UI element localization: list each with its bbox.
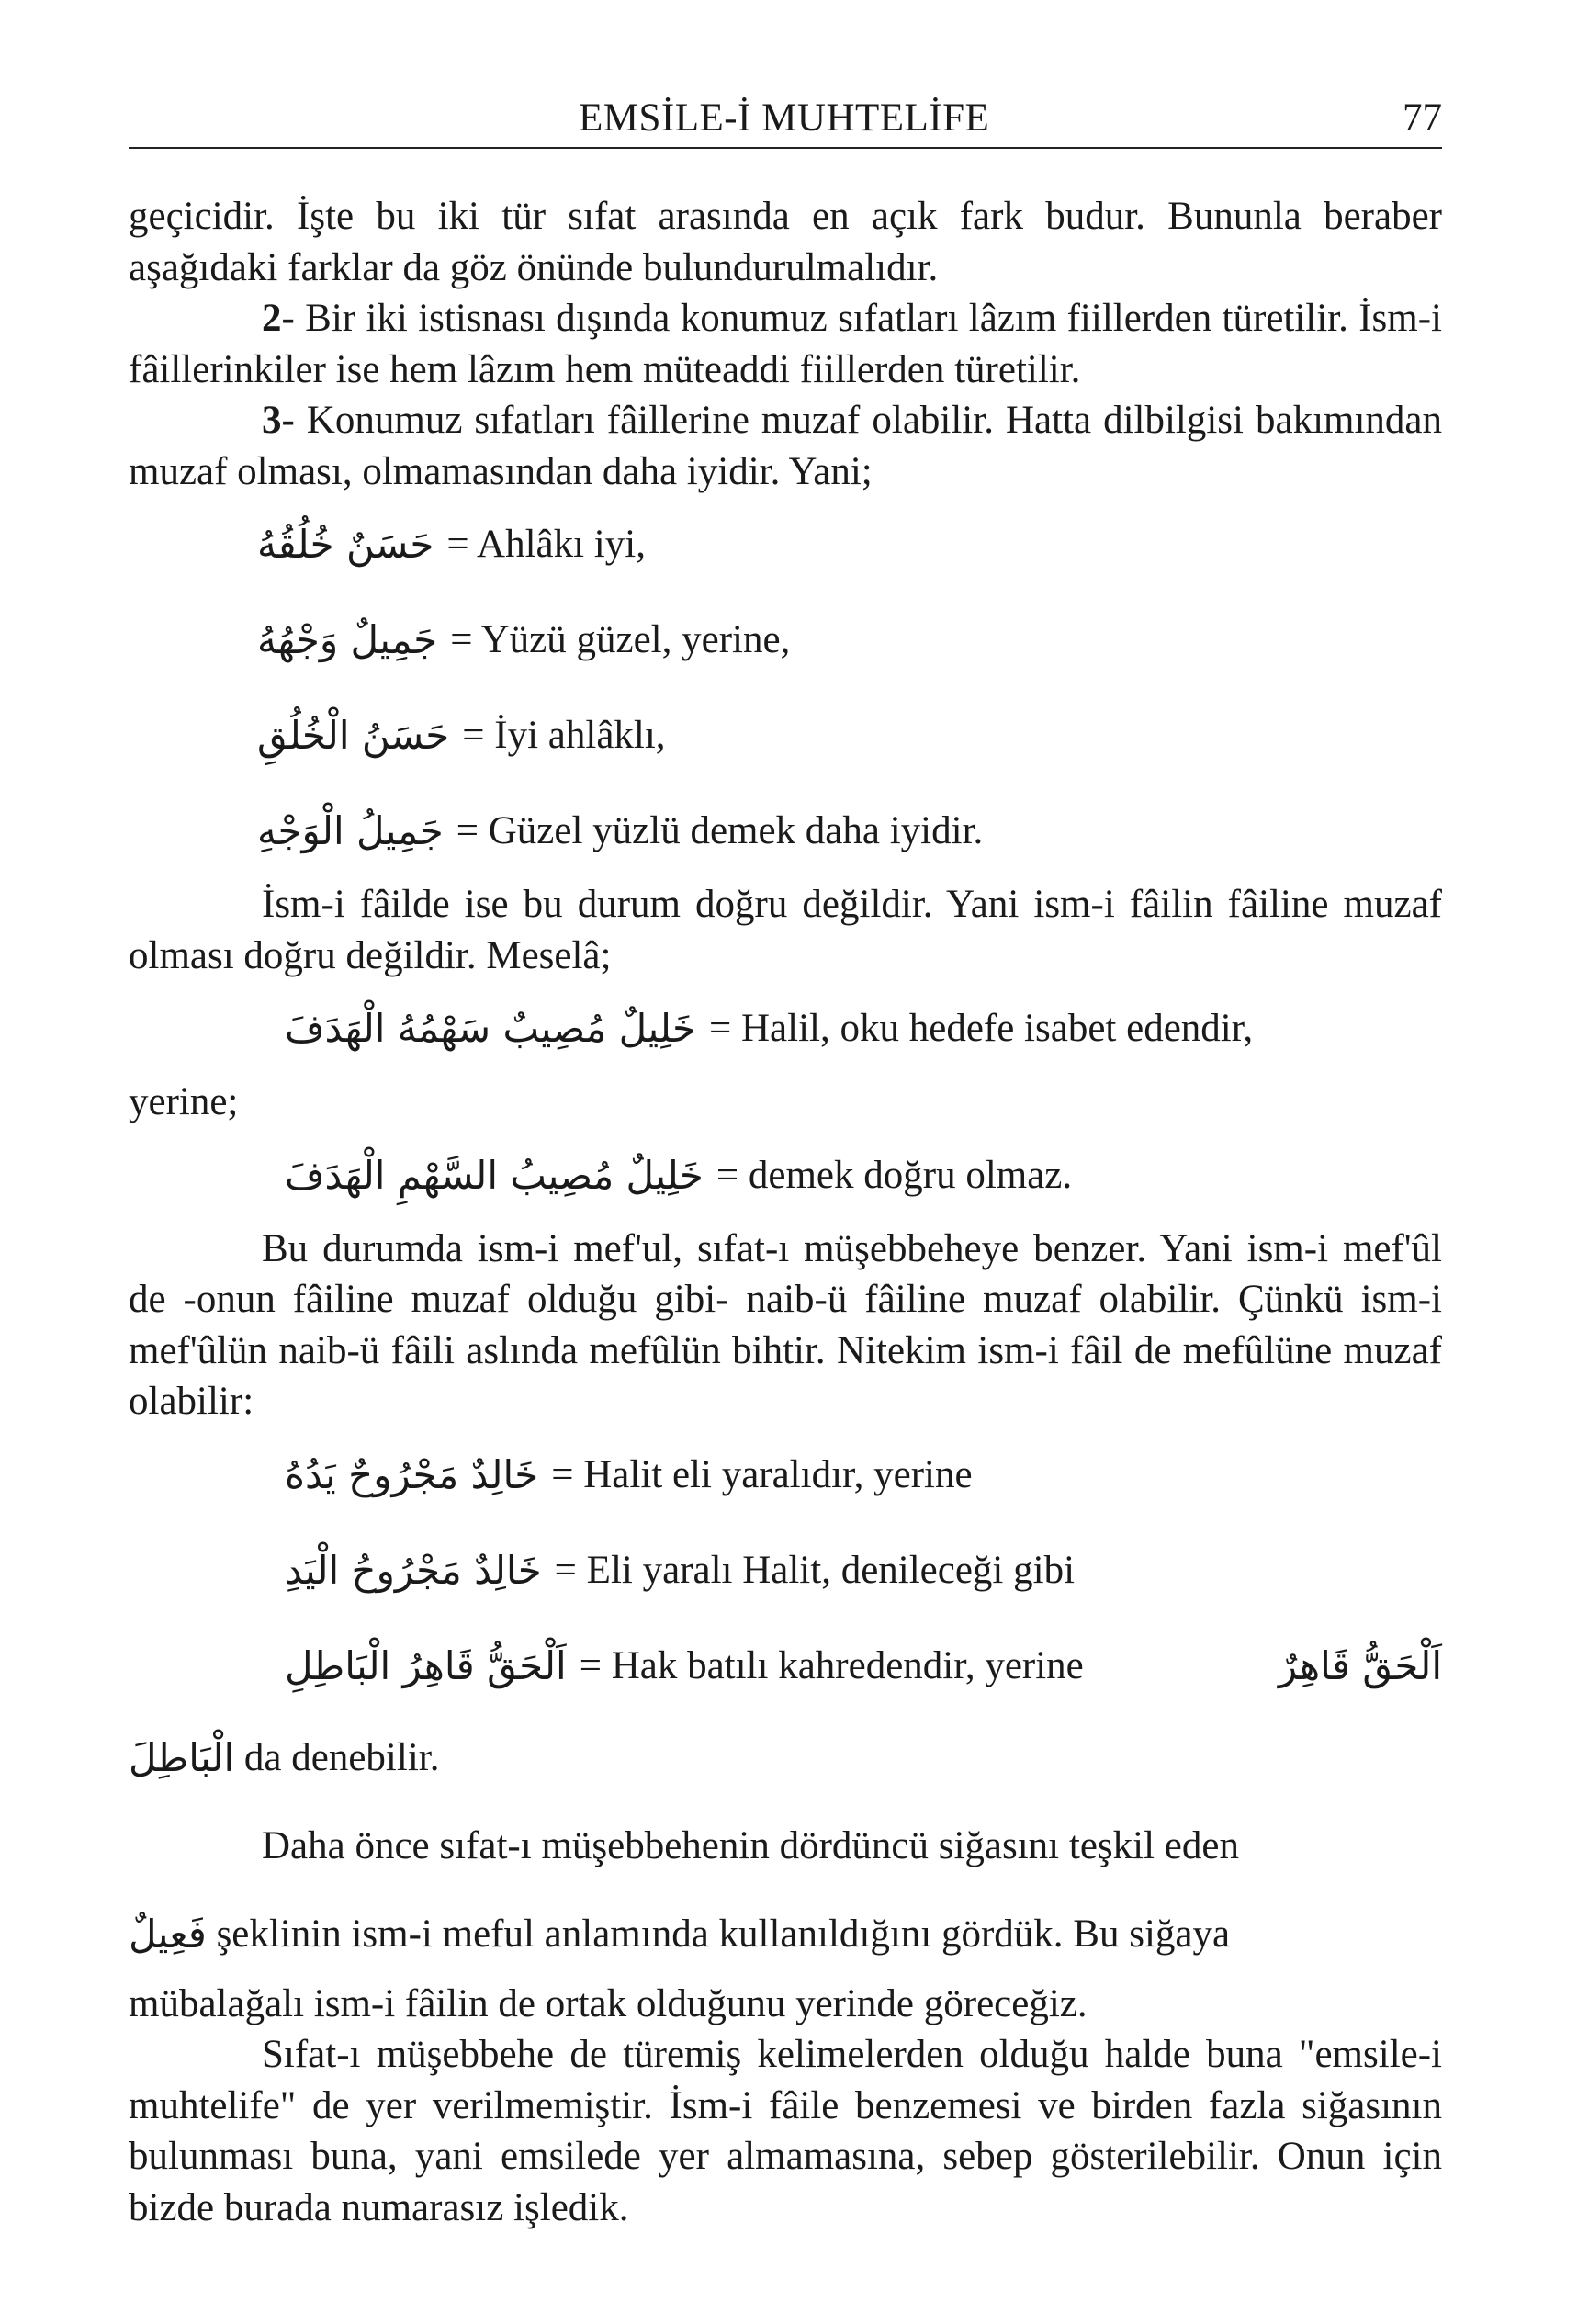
- arabic-phrase: حَسَنٌ خُلُقُهُ: [257, 522, 434, 568]
- arabic-phrase: جَمِيلُ الْوَجْهِ: [257, 808, 444, 854]
- translation: = Ahlâkı iyi,: [446, 523, 646, 567]
- example-group-4: [129, 1427, 1442, 1714]
- paragraph-3: [129, 395, 1442, 497]
- example-line: [285, 1523, 1442, 1619]
- line-text: da denebilir.: [234, 1735, 440, 1779]
- arabic-phrase-alt: اَلْحَقُّ قَاهِرٌ: [1278, 1642, 1442, 1688]
- example-line: [257, 592, 1442, 688]
- line-text: şeklinin ism-i meful anlamında kullanıldığını gördük. Bu siğaya: [206, 1912, 1231, 1956]
- translation: = Halil, oku hedefe isabet edendir,: [709, 1007, 1254, 1051]
- translation: = Halit eli yaralıdır, yerine: [551, 1452, 973, 1496]
- paragraph-6-line-2: [129, 1890, 1442, 1979]
- paragraph-2: [129, 293, 1442, 395]
- paragraph-6-line-1: Daha önce sıfat-ı müşebbehenin dördüncü siğasını teşkil eden: [262, 1823, 1239, 1867]
- translation: = Yüzü güzel, yerine,: [450, 618, 791, 662]
- arabic-phrase: خَالِدٌ مَجْرُوحُ الْيَدِ: [285, 1547, 542, 1593]
- item-number: 3-: [262, 399, 295, 442]
- arabic-phrase: خَلِيلٌ مُصِيبُ السَّهْمِ الْهَدَفَ: [285, 1152, 704, 1198]
- paragraph-text: Konumuz sıfatları fâillerine muzaf olabilir. Hatta dilbilgisi bakımından muzaf olması, olmamasından daha iyidir. Yani;: [129, 399, 1442, 493]
- translation: = Eli yaralı Halit, denileceği gibi: [554, 1548, 1076, 1592]
- arabic-word: فَعِيلٌ: [129, 1911, 207, 1957]
- translation: = demek doğru olmaz.: [716, 1153, 1073, 1197]
- page-body: [129, 191, 1442, 2233]
- translation: = İyi ahlâklı,: [462, 714, 666, 758]
- paragraph-7: Sıfat-ı müşebbehe de türemiş kelimelerden olduğu halde buna "emsile-i muhtelife" de yer verilmemiştir. İsm-i fâile benzemesi ve birden fazla siğasının bulunması buna, yani emsilede yer almamasına, sebep gösterilebilir. Onun için bizde burada numarasız işledik.: [129, 2033, 1442, 2229]
- example-line: [257, 688, 1442, 784]
- running-header: [129, 92, 1442, 149]
- example-group-1: [129, 497, 1442, 879]
- paragraph-6-line-3: mübalağalı ism-i fâilin de ortak olduğunu yerinde göreceğiz.: [129, 1981, 1088, 2025]
- paragraph-5: Bu durumda ism-i mef'ul, sıfat-ı müşebbeheye benzer. Yani ism-i mef'ûl de -onun fâiline muzaf olduğu gibi- naib-ü fâiline muzaf olabilir. Çünkü ism-i mef'ûlün naib-ü fâili aslında mefûlün bihtir. Nitekim ism-i fâil de mefûlüne muzaf olabilir:: [129, 1226, 1442, 1423]
- arabic-phrase: اَلْحَقُّ قَاهِرُ الْبَاطِلِ: [285, 1642, 567, 1688]
- example-line: [257, 497, 1442, 592]
- paragraph-4: İsm-i fâilde ise bu durum doğru değildir. Yani ism-i fâilin fâiline muzaf olması doğru değildir. Meselâ;: [129, 883, 1442, 977]
- example-line: [285, 981, 1442, 1077]
- translation: = Güzel yüzlü demek daha iyidir.: [456, 809, 984, 853]
- header-title: EMSİLE-İ MUHTELİFE: [579, 96, 990, 140]
- example-line: [285, 1128, 1442, 1224]
- page-number: 77: [1403, 96, 1442, 140]
- arabic-phrase: خَالِدٌ مَجْرُوحٌ يَدُهُ: [285, 1451, 539, 1497]
- translation: = Hak batılı kahredendir, yerine: [579, 1643, 1084, 1687]
- arabic-word: الْبَاطِلَ: [129, 1734, 235, 1780]
- example-group-3: [129, 1128, 1442, 1224]
- yerine-line: yerine;: [129, 1080, 239, 1123]
- example-line: [285, 1427, 1442, 1523]
- example-group-2: [129, 981, 1442, 1077]
- arabic-phrase: جَمِيلٌ وَجْهُهُ: [257, 617, 438, 663]
- paragraph-text: Bir iki istisnası dışında konumuz sıfatları lâzım fiillerden türetilir. İsm-i fâillerinkiler ise hem lâzım hem müteaddi fiillerden türetilir.: [129, 297, 1442, 391]
- example-line: [285, 1619, 1442, 1714]
- arabic-phrase: خَلِيلٌ مُصِيبٌ سَهْمُهُ الْهَدَفَ: [285, 1006, 696, 1052]
- da-denebilir-line: [129, 1714, 1442, 1802]
- item-number: 2-: [262, 297, 295, 340]
- paragraph-1: geçicidir. İşte bu iki tür sıfat arasında en açık fark budur. Bununla beraber aşağıdaki farklar da göz önünde bulundurulmalıdır.: [129, 195, 1442, 289]
- example-line: [257, 784, 1442, 879]
- arabic-phrase: حَسَنُ الْخُلُقِ: [257, 713, 450, 759]
